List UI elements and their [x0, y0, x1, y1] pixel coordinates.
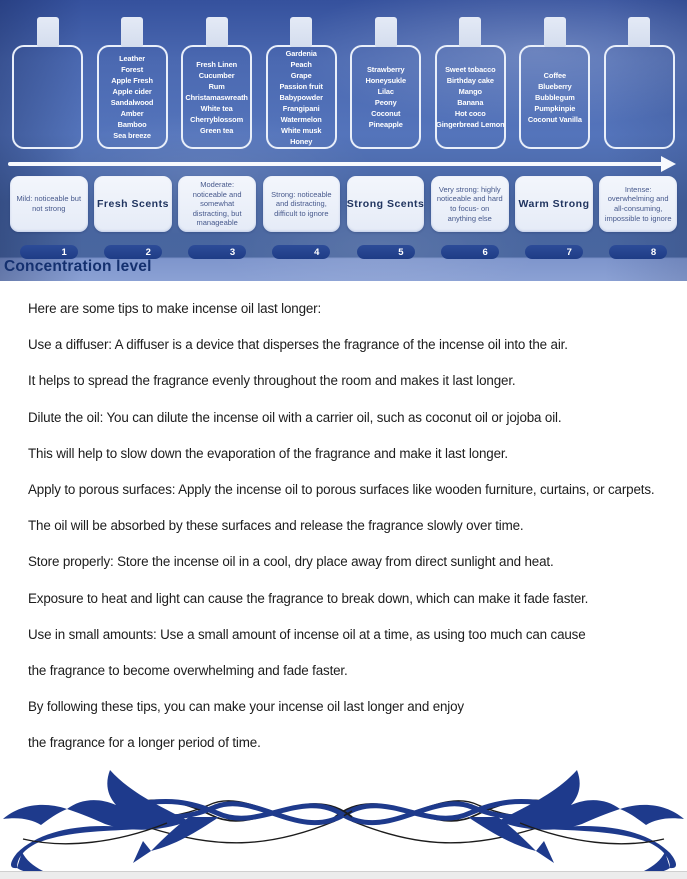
- bottle-cap-icon: [459, 17, 481, 47]
- level-description: Strong Scents: [346, 198, 425, 210]
- scent-name: Sweet tobacco: [445, 65, 496, 74]
- scent-name: Banana: [457, 98, 484, 107]
- bottle-body: [266, 45, 337, 149]
- bottle-cap-icon: [628, 17, 650, 47]
- scent-name: Peony: [374, 98, 397, 107]
- scent-name: Strawberry: [366, 65, 405, 74]
- tip-line: Use a diffuser: A diffuser is a device that disperses the fragrance of the incense oil into the air.: [28, 337, 568, 353]
- pill-column: [347, 245, 425, 259]
- scent-name: Coconut: [371, 109, 401, 118]
- fragrance-bottle: [350, 17, 421, 149]
- bottle-body: [604, 45, 675, 149]
- level-number: 6: [482, 246, 488, 258]
- scent-name: Bamboo: [117, 120, 147, 129]
- level-description-box: [10, 176, 88, 232]
- scent-name: Pumpkinpie: [534, 103, 576, 113]
- level-description: Intense: overwhelming and all-consuming, impossible to ignore: [604, 184, 672, 223]
- pills-row: [0, 245, 687, 259]
- scent-name: Honey: [290, 136, 313, 146]
- fragrance-bottle: [97, 17, 168, 149]
- bottle-cap-icon: [37, 17, 59, 47]
- level-description-box: [515, 176, 593, 232]
- level-description-box: [347, 176, 425, 232]
- scent-name: Amber: [120, 109, 144, 118]
- scent-name: Blueberry: [538, 81, 572, 91]
- level-number-pill: [20, 245, 78, 259]
- tip-line: This will help to slow down the evaporation of the fragrance and make it last longer.: [28, 445, 509, 461]
- scent-name: Pineapple: [368, 120, 403, 129]
- scent-name: Forest: [121, 65, 144, 74]
- level-description-box: [431, 176, 509, 232]
- level-description-box: [178, 176, 256, 232]
- scent-name: Fresh Linen: [196, 59, 238, 69]
- bottle-cap-icon: [375, 17, 397, 47]
- tip-line: Exposure to heat and light can cause the fragrance to break down, which can make it fade faster.: [28, 590, 589, 606]
- scent-name: Bubblegum: [535, 92, 575, 102]
- tips-text-block: [0, 286, 687, 762]
- tip-line: Here are some tips to make incense oil last longer:: [28, 301, 322, 316]
- scent-name: Peach: [290, 59, 312, 69]
- fragrance-bottle: [604, 17, 675, 149]
- scent-name: Birthday cake: [446, 76, 494, 85]
- scent-name: Sandalwood: [110, 98, 154, 107]
- scent-name: Honeysukle: [365, 76, 406, 85]
- bottle-body: [350, 45, 421, 149]
- bottle-body: [12, 45, 83, 149]
- level-number: 4: [314, 246, 320, 258]
- scent-name: White musk: [280, 125, 322, 135]
- scent-name: Hot coco: [454, 109, 486, 118]
- scent-name: Watermelon: [280, 114, 322, 124]
- level-number: 8: [650, 246, 657, 258]
- level-description: Moderate: noticeable and somewhat distracting, but manageable: [192, 180, 242, 228]
- bottle-body: [97, 45, 168, 149]
- level-description: Very strong: highly noticeable and hard to focus- on anything else: [436, 184, 503, 223]
- tip-line: Dilute the oil: You can dilute the incense oil with a carrier oil, such as coconut oil or jojoba oil.: [28, 409, 562, 425]
- level-number-pill: [609, 245, 667, 259]
- fragrance-bottle: [266, 17, 337, 149]
- fragrance-bottle: [435, 17, 506, 149]
- scent-name: Lilac: [377, 87, 394, 96]
- bottle-cap-icon: [121, 17, 143, 47]
- fragrance-bottle: [519, 17, 590, 149]
- bottles-row: [0, 17, 687, 149]
- fragrance-bottle: [181, 17, 252, 149]
- bottle-body: [435, 45, 506, 149]
- scent-name: Rum: [208, 81, 225, 91]
- bottle-body: [181, 45, 252, 149]
- bottle-cap-icon: [544, 17, 566, 47]
- scent-name: Cherryblossom: [190, 114, 244, 124]
- level-number: 1: [61, 246, 67, 258]
- arrow-right-icon: [8, 156, 676, 172]
- level-description: Fresh Scents: [96, 198, 169, 210]
- fragrance-bottle: [12, 17, 83, 149]
- scent-name: Cucumber: [198, 70, 235, 80]
- level-description: Mild: noticeable but not strong: [16, 194, 82, 213]
- tip-line: Apply to porous surfaces: Apply the incense oil to porous surfaces like wooden furniture, curtains, or carpets.: [28, 482, 655, 498]
- scent-name: Leather: [119, 54, 146, 63]
- pill-column: [599, 245, 677, 259]
- levels-row: [0, 176, 687, 232]
- tip-line: Store properly: Store the incense oil in a cool, dry place away from direct sunlight and heat.: [28, 554, 554, 570]
- scent-name: Coffee: [543, 70, 567, 80]
- scent-name: Gingerbread Lemon: [436, 120, 505, 129]
- level-description-box: [94, 176, 172, 232]
- bottle-body: [519, 45, 590, 149]
- pill-column: [431, 245, 509, 259]
- tribal-flourish-ornament: [0, 757, 687, 871]
- tip-line: The oil will be absorbed by these surfaces and release the fragrance slowly over time.: [28, 518, 524, 534]
- pill-column: [10, 245, 88, 259]
- level-number: 7: [566, 246, 572, 258]
- scent-name: White tea: [200, 103, 233, 113]
- level-number-pill: [272, 245, 330, 259]
- bottle-cap-icon: [206, 17, 228, 47]
- scent-name: Mango: [458, 87, 482, 96]
- level-number: 2: [145, 246, 151, 258]
- level-number-pill: [104, 245, 162, 259]
- tip-line: It helps to spread the fragrance evenly throughout the room and makes it last longer.: [28, 373, 516, 389]
- fragrance-scale-banner: [0, 0, 687, 281]
- pill-column: [263, 245, 341, 259]
- tip-line: By following these tips, you can make your incense oil last longer and enjoy: [28, 699, 464, 715]
- pill-column: [94, 245, 172, 259]
- level-description: Strong: noticeable and distracting, difficult to ignore: [271, 189, 332, 218]
- scent-name: Gardenia: [285, 48, 317, 58]
- level-number-pill: [357, 245, 415, 259]
- scent-name: Apple cider: [112, 87, 152, 96]
- scent-name: Apple Fresh: [111, 76, 153, 85]
- scent-name: Grape: [290, 70, 312, 80]
- level-description-box: [599, 176, 677, 232]
- level-number-pill: [188, 245, 246, 259]
- level-description-box: [263, 176, 341, 232]
- scent-name: Coconut Vanilla: [527, 114, 582, 124]
- scent-name: Passion fruit: [279, 81, 323, 91]
- level-number: 5: [398, 246, 404, 258]
- level-number-pill: [441, 245, 499, 259]
- scent-name: Green tea: [200, 125, 234, 135]
- tip-line: the fragrance to become overwhelming and fade faster.: [28, 663, 348, 679]
- level-description: Warm Strong: [518, 198, 590, 210]
- scent-name: Babypowder: [279, 92, 323, 102]
- level-number: 3: [229, 246, 236, 258]
- bottle-cap-icon: [290, 17, 312, 47]
- scent-name: Christamaswreath: [185, 92, 248, 102]
- level-number-pill: [525, 245, 583, 259]
- pill-column: [178, 245, 256, 259]
- tip-line: the fragrance for a longer period of time.: [28, 735, 261, 751]
- bottom-divider: [0, 871, 687, 879]
- concentration-level-label: Concentration level: [4, 258, 152, 275]
- pill-column: [515, 245, 593, 259]
- scent-name: Sea breeze: [113, 131, 151, 140]
- tip-line: Use in small amounts: Use a small amount of incense oil at a time, as using too much can cause: [28, 626, 586, 642]
- scent-name: Frangipani: [282, 103, 320, 113]
